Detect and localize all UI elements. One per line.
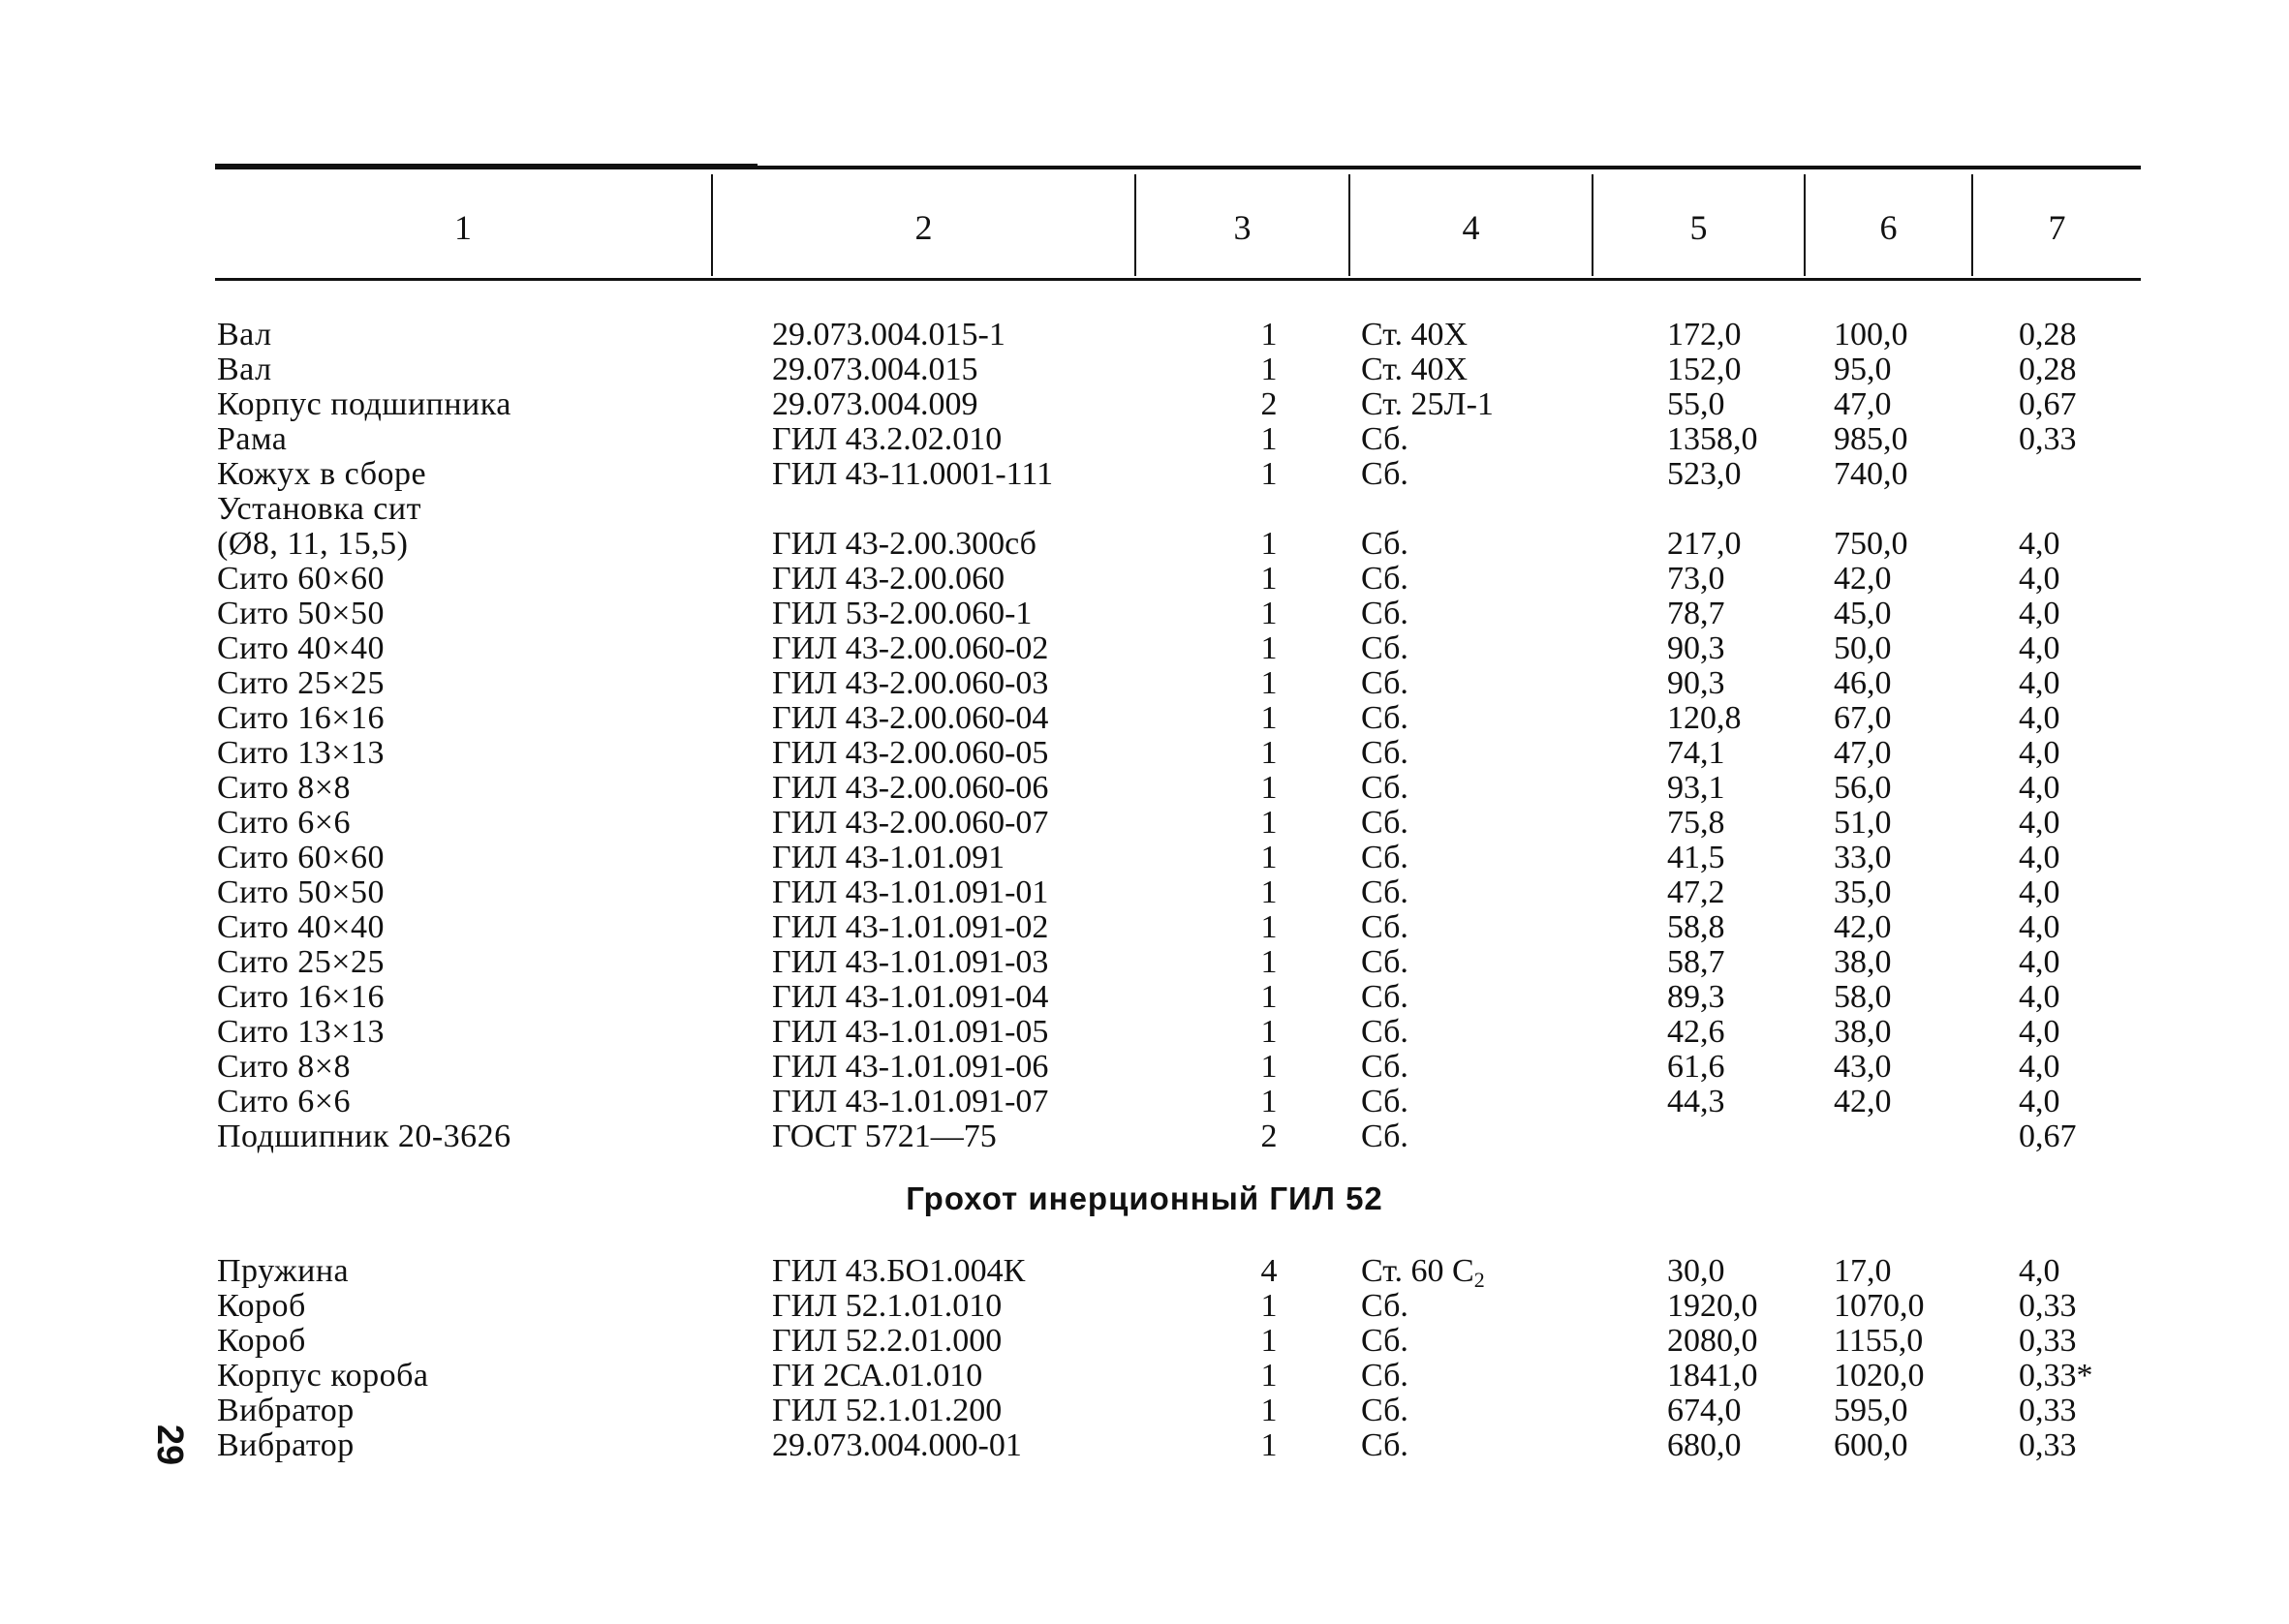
cell-col-5: 75,8 xyxy=(1667,805,1725,841)
cell-col-2: ГИЛ 43-2.00.060-05 xyxy=(772,735,1049,771)
cell-col-1: Сито 60×60 xyxy=(217,840,385,875)
table-row xyxy=(0,387,2289,422)
cell-col-1: Сито 6×6 xyxy=(217,1084,351,1119)
cell-col-1: Сито 60×60 xyxy=(217,561,385,597)
table-row xyxy=(0,318,2289,352)
cell-col-6: 38,0 xyxy=(1834,944,1892,980)
cell-col-2: ГИЛ 43-1.01.091-06 xyxy=(772,1049,1049,1085)
cell-col-5: 1920,0 xyxy=(1667,1288,1758,1324)
cell-col-6: 56,0 xyxy=(1834,770,1892,806)
cell-col-1: Вибратор xyxy=(217,1427,355,1463)
cell-col-1: Вал xyxy=(217,317,272,352)
header-col-5: 5 xyxy=(1689,208,1708,247)
cell-col-5: 73,0 xyxy=(1667,561,1725,597)
cell-col-2: ГИЛ 43.2.02.010 xyxy=(772,421,1003,457)
cell-col-2: ГИЛ 43-1.01.091-04 xyxy=(772,979,1049,1015)
cell-col-5: 217,0 xyxy=(1667,526,1742,562)
table-row xyxy=(0,1359,2289,1394)
table-row xyxy=(0,771,2289,806)
cell-col-3: 4 xyxy=(1260,1253,1278,1289)
cell-col-2: ГИЛ 43-2.00.060-04 xyxy=(772,700,1049,736)
cell-col-5: 90,3 xyxy=(1667,665,1725,701)
cell-col-2: ГИЛ 43-1.01.091-07 xyxy=(772,1084,1049,1119)
cell-col-1: (Ø8, 11, 15,5) xyxy=(217,526,409,562)
table-row xyxy=(0,631,2289,666)
cell-col-2: ГИЛ 43-1.01.091 xyxy=(772,840,1005,875)
cell-col-6: 58,0 xyxy=(1834,979,1892,1015)
table-row xyxy=(0,701,2289,736)
header-col-2: 2 xyxy=(914,208,933,247)
cell-col-4: Сб. xyxy=(1361,561,1408,597)
cell-col-3: 1 xyxy=(1260,979,1278,1015)
cell-col-7: 4,0 xyxy=(2019,770,2060,806)
cell-col-5: 1841,0 xyxy=(1667,1358,1758,1394)
header-col-1: 1 xyxy=(454,208,472,247)
cell-col-3: 1 xyxy=(1260,840,1278,875)
cell-col-5: 152,0 xyxy=(1667,352,1742,387)
cell-col-4: Сб. xyxy=(1361,805,1408,841)
cell-col-5: 42,6 xyxy=(1667,1014,1725,1050)
cell-col-6: 35,0 xyxy=(1834,874,1892,910)
cell-col-2: ГИ 2СА.01.010 xyxy=(772,1358,983,1394)
cell-col-3: 1 xyxy=(1260,1323,1278,1359)
cell-col-3: 1 xyxy=(1260,700,1278,736)
cell-col-4: Сб. xyxy=(1361,979,1408,1015)
cell-col-6: 42,0 xyxy=(1834,909,1892,945)
cell-col-5: 680,0 xyxy=(1667,1427,1742,1463)
cell-col-4: Сб. xyxy=(1361,421,1408,457)
table-row xyxy=(0,1253,2289,1292)
cell-col-3: 1 xyxy=(1260,1084,1278,1119)
cell-col-6: 1070,0 xyxy=(1834,1288,1925,1324)
cell-col-3: 2 xyxy=(1260,1118,1278,1154)
cell-col-1: Установка сит xyxy=(217,491,421,527)
cell-col-4: Сб. xyxy=(1361,1358,1408,1394)
cell-col-2: 29.073.004.015 xyxy=(772,352,978,387)
cell-col-2: ГИЛ 43-1.01.091-05 xyxy=(772,1014,1049,1050)
cell-col-7: 0,28 xyxy=(2019,352,2077,387)
cell-col-1: Пружина xyxy=(217,1253,350,1289)
header-rule xyxy=(215,278,2141,281)
cell-col-1: Сито 25×25 xyxy=(217,665,385,701)
cell-col-5: 2080,0 xyxy=(1667,1323,1758,1359)
cell-col-6: 51,0 xyxy=(1834,805,1892,841)
cell-col-5: 41,5 xyxy=(1667,840,1725,875)
cell-col-4: Сб. xyxy=(1361,1049,1408,1085)
table-row xyxy=(0,875,2289,910)
cell-col-2: ГИЛ 43-1.01.091-03 xyxy=(772,944,1049,980)
table-row xyxy=(0,1324,2289,1359)
cell-col-7: 0,33* xyxy=(2019,1358,2093,1394)
cell-col-5: 55,0 xyxy=(1667,386,1725,422)
section-title: Грохот инерционный ГИЛ 52 xyxy=(906,1180,1383,1216)
cell-col-2: ГИЛ 43-1.01.091-01 xyxy=(772,874,1049,910)
table-row xyxy=(0,597,2289,631)
header-col-4: 4 xyxy=(1462,208,1480,247)
cell-col-4: Сб. xyxy=(1361,596,1408,631)
cell-col-2: ГИЛ 43-2.00.060-07 xyxy=(772,805,1049,841)
table-row xyxy=(0,562,2289,597)
cell-col-6: 1020,0 xyxy=(1834,1358,1925,1394)
cell-col-5: 172,0 xyxy=(1667,317,1742,352)
cell-col-3: 1 xyxy=(1260,352,1278,387)
cell-col-1: Вал xyxy=(217,352,272,387)
cell-col-4: Сб. xyxy=(1361,1393,1408,1428)
cell-col-6: 45,0 xyxy=(1834,596,1892,631)
cell-col-7: 4,0 xyxy=(2019,909,2060,945)
cell-col-4: Сб. xyxy=(1361,735,1408,771)
cell-col-1: Сито 8×8 xyxy=(217,770,351,806)
table-row xyxy=(0,492,2289,527)
cell-col-6: 17,0 xyxy=(1834,1253,1892,1289)
cell-col-4: Ст. 25Л-1 xyxy=(1361,386,1494,422)
cell-col-1: Сито 25×25 xyxy=(217,944,385,980)
cell-col-7: 4,0 xyxy=(2019,665,2060,701)
cell-col-3: 1 xyxy=(1260,596,1278,631)
cell-col-1: Короб xyxy=(217,1323,306,1359)
header-col-6: 6 xyxy=(1879,208,1898,247)
cell-col-7: 0,33 xyxy=(2019,421,2077,457)
cell-col-7: 0,28 xyxy=(2019,317,2077,352)
cell-col-1: Сито 50×50 xyxy=(217,874,385,910)
cell-col-1: Рама xyxy=(217,421,288,457)
table-row xyxy=(0,1119,2289,1154)
cell-col-4: Ст. 40Х xyxy=(1361,352,1469,387)
cell-col-4: Сб. xyxy=(1361,456,1408,492)
cell-col-6: 33,0 xyxy=(1834,840,1892,875)
cell-col-6: 600,0 xyxy=(1834,1427,1908,1463)
cell-col-4: Ст. 40Х xyxy=(1361,317,1469,352)
cell-col-7: 4,0 xyxy=(2019,596,2060,631)
cell-col-5: 674,0 xyxy=(1667,1393,1742,1428)
page-number: 29 xyxy=(149,1424,190,1466)
cell-col-5: 78,7 xyxy=(1667,596,1725,631)
table-row xyxy=(0,666,2289,701)
cell-col-7: 4,0 xyxy=(2019,735,2060,771)
cell-col-5: 30,0 xyxy=(1667,1253,1725,1289)
cell-col-3: 1 xyxy=(1260,1014,1278,1050)
cell-col-6: 47,0 xyxy=(1834,735,1892,771)
table-row xyxy=(0,841,2289,875)
cell-col-5: 120,8 xyxy=(1667,700,1742,736)
cell-col-6: 100,0 xyxy=(1834,317,1908,352)
cell-col-3: 2 xyxy=(1260,386,1278,422)
cell-col-5: 1358,0 xyxy=(1667,421,1758,457)
table-row xyxy=(0,1394,2289,1428)
cell-col-6: 750,0 xyxy=(1834,526,1908,562)
cell-col-7: 0,33 xyxy=(2019,1427,2077,1463)
cell-col-5: 93,1 xyxy=(1667,770,1725,806)
cell-col-3: 1 xyxy=(1260,874,1278,910)
cell-col-7: 4,0 xyxy=(2019,561,2060,597)
cell-col-7: 4,0 xyxy=(2019,874,2060,910)
cell-col-6: 46,0 xyxy=(1834,665,1892,701)
cell-col-1: Сито 16×16 xyxy=(217,700,385,736)
cell-col-4: Сб. xyxy=(1361,1427,1408,1463)
cell-col-2: 29.073.004.000-01 xyxy=(772,1427,1022,1463)
cell-col-3: 1 xyxy=(1260,909,1278,945)
table-row xyxy=(0,910,2289,945)
table-row xyxy=(0,1289,2289,1324)
table-row xyxy=(0,1085,2289,1119)
cell-col-7: 4,0 xyxy=(2019,1253,2060,1289)
cell-col-7: 4,0 xyxy=(2019,840,2060,875)
cell-col-5: 523,0 xyxy=(1667,456,1742,492)
cell-col-4: Сб. xyxy=(1361,770,1408,806)
cell-col-1: Кожух в сборе xyxy=(217,456,427,492)
cell-col-6: 985,0 xyxy=(1834,421,1908,457)
cell-col-5: 58,8 xyxy=(1667,909,1725,945)
cell-col-6: 47,0 xyxy=(1834,386,1892,422)
cell-col-5: 89,3 xyxy=(1667,979,1725,1015)
cell-col-6: 740,0 xyxy=(1834,456,1908,492)
cell-col-3: 1 xyxy=(1260,805,1278,841)
cell-col-2: ГИЛ 43-2.00.060-06 xyxy=(772,770,1049,806)
cell-col-7: 4,0 xyxy=(2019,944,2060,980)
cell-col-7: 4,0 xyxy=(2019,1049,2060,1085)
cell-col-3: 1 xyxy=(1260,1288,1278,1324)
cell-col-4: Сб. xyxy=(1361,1323,1408,1359)
table-row xyxy=(0,1050,2289,1085)
cell-col-2: ГИЛ 43-1.01.091-02 xyxy=(772,909,1049,945)
cell-col-6: 42,0 xyxy=(1834,561,1892,597)
cell-col-2: ГИЛ 52.1.01.010 xyxy=(772,1288,1003,1324)
cell-col-1: Сито 13×13 xyxy=(217,735,385,771)
cell-col-4: Сб. xyxy=(1361,526,1408,562)
cell-col-4: Ст. 60 $С_2$ xyxy=(1361,1253,1485,1292)
cell-col-7: 0,33 xyxy=(2019,1393,2077,1428)
cell-col-7: 4,0 xyxy=(2019,630,2060,666)
cell-col-2: 29.073.004.009 xyxy=(772,386,978,422)
cell-col-3: 1 xyxy=(1260,735,1278,771)
cell-col-7: 4,0 xyxy=(2019,526,2060,562)
table-row xyxy=(0,457,2289,492)
cell-col-2: ГИЛ 43-11.0001-111 xyxy=(772,456,1054,492)
table-row xyxy=(0,527,2289,562)
header-col-3: 3 xyxy=(1233,208,1252,247)
cell-col-4: Сб. xyxy=(1361,1014,1408,1050)
cell-col-1: Корпус подшипника xyxy=(217,386,511,422)
cell-col-7: 0,33 xyxy=(2019,1323,2077,1359)
cell-col-5: 61,6 xyxy=(1667,1049,1725,1085)
cell-col-1: Сито 13×13 xyxy=(217,1014,385,1050)
cell-col-2: ГИЛ 43-2.00.060-02 xyxy=(772,630,1049,666)
cell-col-6: 1155,0 xyxy=(1834,1323,1924,1359)
cell-col-3: 1 xyxy=(1260,630,1278,666)
cell-col-3: 1 xyxy=(1260,770,1278,806)
cell-col-1: Сито 8×8 xyxy=(217,1049,351,1085)
cell-col-4: Сб. xyxy=(1361,840,1408,875)
cell-col-6: 50,0 xyxy=(1834,630,1892,666)
cell-col-6: 595,0 xyxy=(1834,1393,1908,1428)
cell-col-5: 74,1 xyxy=(1667,735,1725,771)
cell-col-5: 47,2 xyxy=(1667,874,1725,910)
cell-col-3: 1 xyxy=(1260,1049,1278,1085)
cell-col-5: 44,3 xyxy=(1667,1084,1725,1119)
cell-col-3: 1 xyxy=(1260,526,1278,562)
cell-col-4: Сб. xyxy=(1361,1084,1408,1119)
cell-col-1: Подшипник 20-3626 xyxy=(217,1118,511,1154)
cell-col-6: 95,0 xyxy=(1834,352,1892,387)
cell-col-6: 43,0 xyxy=(1834,1049,1892,1085)
table-row xyxy=(0,1428,2289,1463)
cell-col-7: 4,0 xyxy=(2019,805,2060,841)
cell-col-6: 38,0 xyxy=(1834,1014,1892,1050)
cell-col-7: 4,0 xyxy=(2019,1084,2060,1119)
cell-col-4: Сб. xyxy=(1361,630,1408,666)
cell-col-6: 67,0 xyxy=(1834,700,1892,736)
cell-col-7: 4,0 xyxy=(2019,1014,2060,1050)
cell-col-4: Сб. xyxy=(1361,909,1408,945)
cell-col-1: Короб xyxy=(217,1288,306,1324)
cell-col-7: 4,0 xyxy=(2019,979,2060,1015)
cell-col-7: 0,67 xyxy=(2019,1118,2077,1154)
material-subscript: 2 xyxy=(1473,1268,1485,1292)
cell-col-7: 0,67 xyxy=(2019,386,2077,422)
cell-col-2: ГИЛ 53-2.00.060-1 xyxy=(772,596,1033,631)
cell-col-5: 90,3 xyxy=(1667,630,1725,666)
cell-col-2: ГИЛ 43-2.00.300сб xyxy=(772,526,1036,562)
cell-col-1: Сито 50×50 xyxy=(217,596,385,631)
cell-col-3: 1 xyxy=(1260,456,1278,492)
cell-col-1: Сито 6×6 xyxy=(217,805,351,841)
cell-col-3: 1 xyxy=(1260,1393,1278,1428)
cell-col-4: Сб. xyxy=(1361,1118,1408,1154)
cell-col-7: 0,33 xyxy=(2019,1288,2077,1324)
cell-col-2: 29.073.004.015-1 xyxy=(772,317,1005,352)
cell-col-4: Сб. xyxy=(1361,700,1408,736)
cell-col-3: 1 xyxy=(1260,665,1278,701)
cell-col-3: 1 xyxy=(1260,1358,1278,1394)
cell-col-2: ГИЛ 43.БО1.004К xyxy=(772,1253,1026,1289)
cell-col-3: 1 xyxy=(1260,421,1278,457)
cell-col-5: 58,7 xyxy=(1667,944,1725,980)
cell-col-2: ГИЛ 52.2.01.000 xyxy=(772,1323,1003,1359)
cell-col-1: Сито 40×40 xyxy=(217,909,385,945)
table-row xyxy=(0,352,2289,387)
cell-col-1: Корпус короба xyxy=(217,1358,429,1394)
cell-col-1: Вибратор xyxy=(217,1393,355,1428)
cell-col-4: Сб. xyxy=(1361,874,1408,910)
cell-col-3: 1 xyxy=(1260,1427,1278,1463)
cell-col-6: 42,0 xyxy=(1834,1084,1892,1119)
cell-col-4: Сб. xyxy=(1361,944,1408,980)
cell-col-3: 1 xyxy=(1260,944,1278,980)
cell-col-2: ГОСТ 5721—75 xyxy=(772,1118,997,1154)
table-row xyxy=(0,806,2289,841)
cell-col-4: Сб. xyxy=(1361,665,1408,701)
table-row xyxy=(0,980,2289,1015)
table-row xyxy=(0,422,2289,457)
cell-col-3: 1 xyxy=(1260,317,1278,352)
cell-col-2: ГИЛ 43-2.00.060 xyxy=(772,561,1005,597)
cell-col-1: Сито 16×16 xyxy=(217,979,385,1015)
cell-col-4: Сб. xyxy=(1361,1288,1408,1324)
table-row xyxy=(0,945,2289,980)
table-row xyxy=(0,1015,2289,1050)
cell-col-2: ГИЛ 43-2.00.060-03 xyxy=(772,665,1049,701)
cell-col-7: 4,0 xyxy=(2019,700,2060,736)
cell-col-2: ГИЛ 52.1.01.200 xyxy=(772,1393,1003,1428)
top-rule xyxy=(215,166,2141,169)
cell-col-3: 1 xyxy=(1260,561,1278,597)
cell-col-1: Сито 40×40 xyxy=(217,630,385,666)
header-col-7: 7 xyxy=(2048,208,2066,247)
table-row xyxy=(0,736,2289,771)
